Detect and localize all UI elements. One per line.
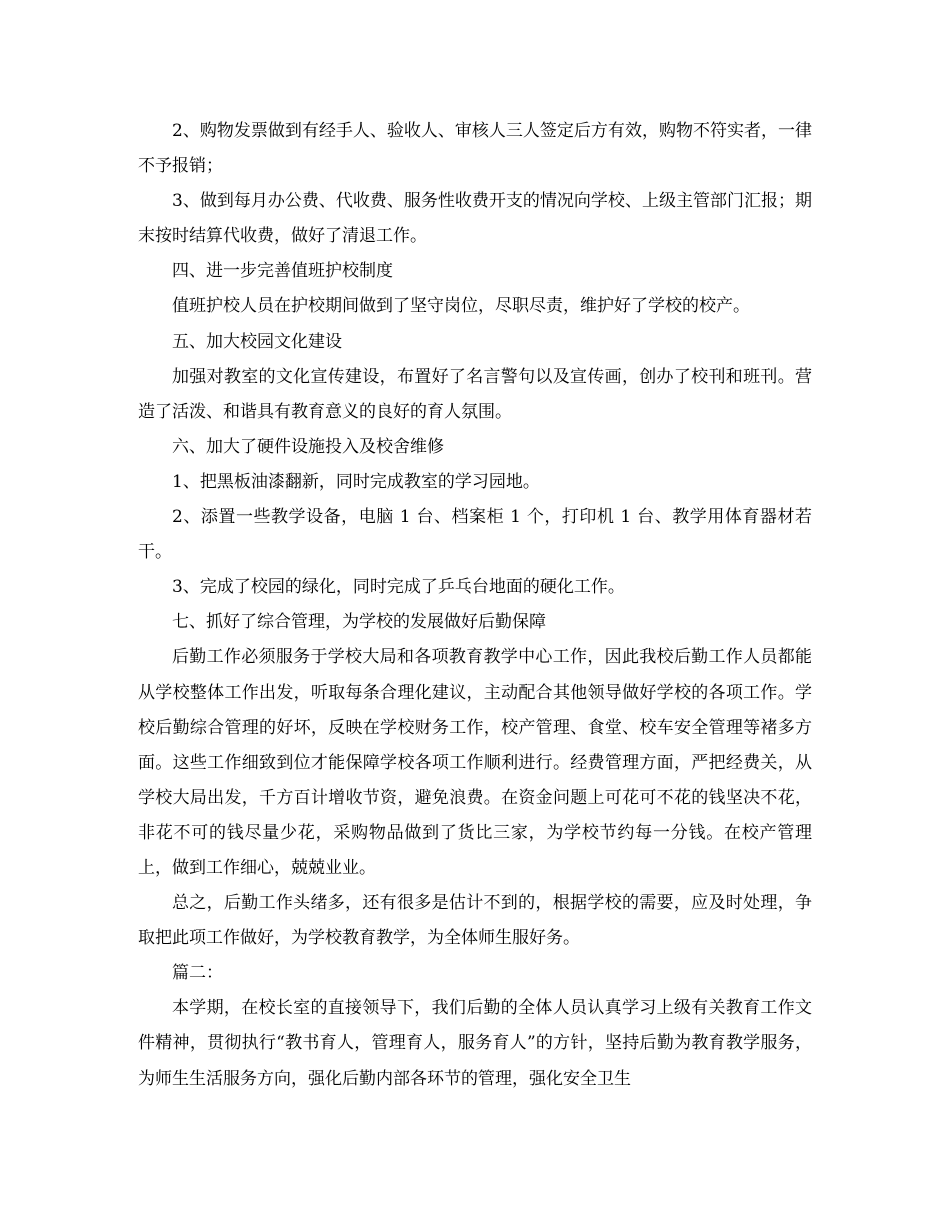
paragraph-blackboard: 1、把黑板油漆翻新，同时完成教室的学习园地。	[172, 471, 540, 492]
paragraph-duty-guard: 值班护校人员在护校期间做到了坚守岗位，尽职尽责，维护好了学校的校产。	[172, 296, 750, 317]
heading-section-7: 七、抓好了综合管理，为学校的发展做好后勤保障	[172, 612, 546, 633]
paragraph-summary: 总之，后勤工作头绪多，还有很多是估计不到的，根据学校的需要，应及时处理，争取把此项工作做好，为学校教育教学，为全体师生服好务。	[138, 893, 812, 949]
paragraph-invoice-rule: 2、购物发票做到有经手人、验收人、审核人三人签定后方有效，购物不符实者，一律不予报销；	[138, 121, 812, 177]
heading-section-6: 六、加大了硬件设施投入及校舍维修	[172, 436, 444, 457]
paragraph-campus-culture: 加强对教室的文化宣传建设，布置好了名言警句以及宣传画，创办了校刊和班刊。营造了活泼、和谐具有教育意义的良好的育人氛围。	[138, 366, 812, 422]
paragraph-logistics-management: 后勤工作必须服务于学校大局和各项教育教学中心工作，因此我校后勤工作人员都能从学校整体工作出发，听取每条合理化建议，主动配合其他领导做好学校的各项工作。学校后勤综合管理的好坏，反映在学校财务工作，校产管理、食堂、校车安全管理等褚多方面。这些工作细致到位才能保障学校各项工作顺利进行。经费管理方面，严把经费关，从学校大局出发，千方百计增收节资，避免浪费。在资金问题上可花可不花的钱坚决不花，非花不可的钱尽量少花，采购物品做到了货比三家，为学校节约每一分钱。在校产管理上，做到工作细心，兢兢业业。	[138, 647, 812, 878]
paragraph-equipment: 2、添置一些教学设备，电脑 1 台、档案柜 1 个，打印机 1 台、教学用体育器材若干。	[138, 507, 812, 563]
paragraph-part-two-intro: 本学期，在校长室的直接领导下，我们后勤的全体人员认真学习上级有关教育工作文件精神，贯彻执行“教书育人，管理育人，服务育人”的方针，坚持后勤为教育教学服务，为师生生活服务方向，强化后勤内部各环节的管理，强化安全卫生	[138, 998, 812, 1089]
heading-part-two: 篇二：	[172, 963, 223, 984]
paragraph-greening: 3、完成了校园的绿化，同时完成了乒乓台地面的硬化工作。	[172, 577, 625, 598]
document-body	[138, 114, 812, 1097]
heading-section-4: 四、进一步完善值班护校制度	[172, 261, 393, 282]
heading-section-5: 五、加大校园文化建设	[172, 331, 342, 352]
paragraph-monthly-report: 3、做到每月办公费、代收费、服务性收费开支的情况向学校、上级主管部门汇报；期末按时结算代收费，做好了清退工作。	[138, 191, 812, 247]
